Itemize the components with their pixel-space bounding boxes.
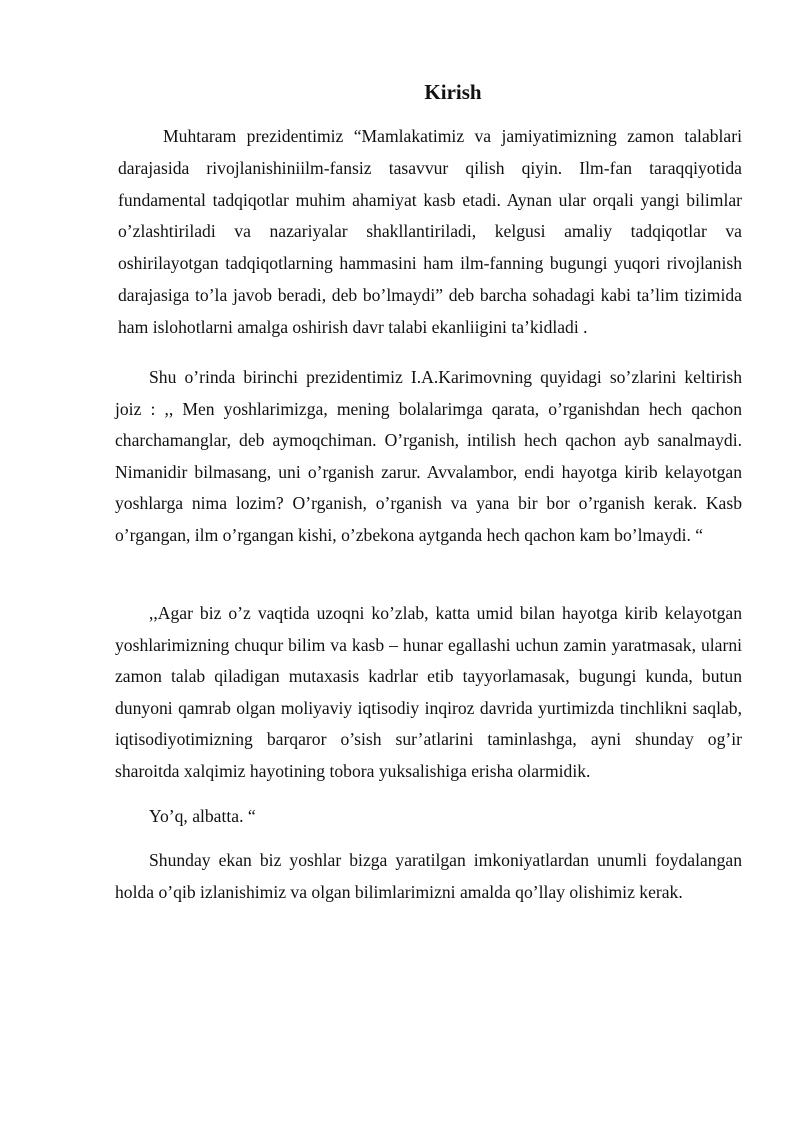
paragraph-2: Shu o’rinda birinchi prezidentimiz I.A.Karimovning quyidagi so’zlarini keltirish joiz : ,, Men yoshlarimizga, mening bolalarimga qarata, o’rganishdan hech qachon charchamanglar, deb aymoqchiman. O’rganish, intilish hech qachon ayb sanalmaydi. Nimanidir bilmasang, uni o’rganish zarur. Avvalambor, endi hayotga kirib kelayotgan yoshlarga nima lozim? O’rganish, o’rganish va yana bir bor o’rganish kerak. Kasb o’rgangan, ilm o’rgangan kishi, o’zbekona aytganda hech qachon kam bo’lmaydi. “ xyxy=(115,367,742,545)
paragraph-1: Muhtaram prezidentimiz “Mamlakatimiz va jamiyatimizning zamon talablari darajasida rivojlanishiniilm-fansiz tasavvur qilish qiyin. Ilm-fan taraqqiyotida fundamental tadqiqotlar muhim ahamiyat kasb etadi. Aynan ular orqali yangi bilimlar o’zlashtiriladi va nazariyalar shakllantiriladi, kelgusi amaliy tadqiqotlar va oshirilayotgan tadqiqotlarning hammasini ham ilm-fanning bugungi yuqori rivojlanish darajasiga to’la javob beradi, deb bo’lmaydi” deb barcha sohadagi kabi ta’lim tizimida ham islohotlarni amalga oshirish davr talabi ekanliigini ta’kidladi . xyxy=(118,126,742,337)
page-title: Kirish xyxy=(424,80,482,104)
paragraph-5: Shunday ekan biz yoshlar bizga yaratilgan imkoniyatlardan unumli foydalangan holda o’qib izlanishimiz va olgan bilimlarimizni amalda qo’llay olishimiz kerak. xyxy=(115,850,742,902)
paragraph-4: Yo’q, albatta. “ xyxy=(149,806,256,826)
paragraph-3: ,,Agar biz o’z vaqtida uzoqni ko’zlab, katta umid bilan hayotga kirib kelayotgan yoshlarimizning chuqur bilim va kasb – hunar egallashi uchun zamin yaratmasak, ularni zamon talab qiladigan mutaxasis kadrlar etib tayyorlamasak, bugungi kunda, butun dunyoni qamrab olgan moliyaviy iqtisodiy inqiroz davrida yurtimizda tinchlikni saqlab, iqtisodiyotimizning barqaror o’sish sur’atlarini taminlashga, ayni shunday og’ir sharoitda xalqimiz hayotining tobora yuksalishiga erisha olarmidik. xyxy=(115,603,742,781)
